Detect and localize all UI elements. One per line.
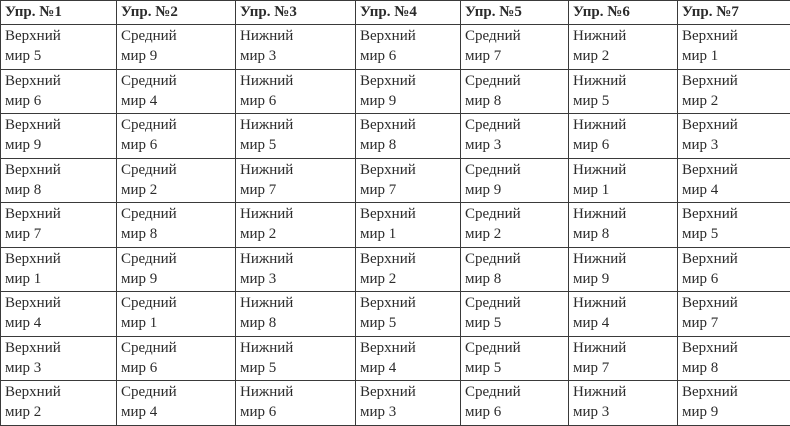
cell-world-level: Средний: [121, 384, 177, 401]
table-cell: [461, 381, 569, 426]
cell-world-level: Средний: [121, 250, 177, 267]
cell-world-level: Нижний: [573, 72, 627, 89]
cell-world-level: Нижний: [240, 28, 294, 44]
cell-world-level: Верхний: [5, 117, 61, 134]
cell-world-number: мир 4: [121, 92, 158, 109]
table-row: [1, 114, 790, 159]
cell-world-number: мир 9: [5, 137, 42, 154]
cell-world-number: мир 6: [5, 92, 42, 109]
cell-world-level: Средний: [121, 117, 177, 134]
cell-world-level: Средний: [465, 28, 521, 44]
cell-world-level: Верхний: [682, 384, 738, 401]
cell-world-number: мир 6: [573, 137, 610, 154]
cell-world-number: мир 4: [573, 315, 610, 332]
table-cell: [356, 158, 461, 203]
cell-world-number: мир 3: [240, 48, 277, 64]
cell-world-number: мир 5: [240, 359, 277, 376]
cell-world-number: мир 8: [5, 181, 42, 198]
cell-world-number: мир 5: [573, 92, 610, 109]
table-cell: [236, 114, 356, 159]
cell-world-level: Верхний: [360, 295, 416, 312]
cell-world-number: мир 3: [5, 359, 42, 376]
cell-world-number: мир 7: [360, 181, 397, 198]
cell-world-level: Средний: [121, 295, 177, 312]
cell-world-number: мир 3: [682, 137, 719, 154]
table-cell: [461, 292, 569, 337]
table-cell: [569, 381, 678, 426]
cell-world-number: мир 4: [121, 404, 158, 421]
table-cell: [356, 69, 461, 114]
column-header: Упр. №1: [1, 1, 117, 25]
table-cell: [569, 114, 678, 159]
table-cell: [569, 203, 678, 248]
cell-world-number: мир 1: [360, 226, 397, 243]
table-cell: [461, 158, 569, 203]
cell-world-level: Средний: [121, 339, 177, 356]
cell-world-number: мир 6: [121, 359, 158, 376]
table-cell: [1, 247, 117, 292]
cell-world-level: Верхний: [360, 384, 416, 401]
column-header: Упр. №7: [678, 1, 790, 25]
table-cell: [461, 69, 569, 114]
cell-world-level: Нижний: [240, 206, 294, 223]
table-cell: [461, 25, 569, 70]
table-cell: [678, 336, 790, 381]
table-cell: [236, 25, 356, 70]
cell-world-number: мир 5: [360, 315, 397, 332]
table-cell: [356, 114, 461, 159]
cell-world-number: мир 7: [465, 48, 502, 64]
table-row: [1, 381, 790, 426]
table-cell: [236, 247, 356, 292]
cell-world-level: Средний: [465, 250, 521, 267]
cell-world-level: Нижний: [240, 339, 294, 356]
cell-world-level: Верхний: [5, 339, 61, 356]
cell-world-number: мир 9: [682, 404, 719, 421]
cell-world-level: Нижний: [240, 161, 294, 178]
table-cell: [117, 381, 236, 426]
cell-world-level: Верхний: [360, 250, 416, 267]
cell-world-level: Средний: [121, 161, 177, 178]
table-cell: [236, 158, 356, 203]
cell-world-level: Верхний: [682, 206, 738, 223]
table-cell: [1, 25, 117, 70]
table-cell: [678, 381, 790, 426]
cell-world-level: Верхний: [682, 250, 738, 267]
cell-world-number: мир 6: [121, 137, 158, 154]
cell-world-level: Верхний: [682, 339, 738, 356]
cell-world-number: мир 8: [121, 226, 158, 243]
cell-world-number: мир 4: [5, 315, 42, 332]
cell-world-level: Верхний: [5, 384, 61, 401]
cell-world-number: мир 2: [5, 404, 42, 421]
table-cell: [356, 381, 461, 426]
table-cell: [569, 158, 678, 203]
table-cell: [1, 292, 117, 337]
cell-world-number: мир 5: [465, 359, 502, 376]
table-row: [1, 292, 790, 337]
cell-world-level: Нижний: [573, 250, 627, 267]
cell-world-number: мир 5: [240, 137, 277, 154]
cell-world-number: мир 3: [360, 404, 397, 421]
column-header: Упр. №2: [117, 1, 236, 25]
table-cell: [678, 247, 790, 292]
table-cell: [356, 25, 461, 70]
table-cell: [117, 25, 236, 70]
table-row: [1, 25, 790, 70]
table-cell: [236, 381, 356, 426]
cell-world-number: мир 1: [121, 315, 158, 332]
cell-world-number: мир 1: [5, 270, 42, 287]
table-cell: [117, 158, 236, 203]
cell-world-level: Верхний: [5, 295, 61, 312]
cell-world-number: мир 2: [360, 270, 397, 287]
cell-world-number: мир 5: [5, 48, 42, 64]
table-cell: [461, 247, 569, 292]
table-cell: [678, 292, 790, 337]
table-cell: [117, 203, 236, 248]
column-header: Упр. №6: [569, 1, 678, 25]
cell-world-number: мир 5: [682, 226, 719, 243]
table-cell: [569, 69, 678, 114]
cell-world-number: мир 8: [682, 359, 719, 376]
table-cell: [678, 203, 790, 248]
column-header: Упр. №3: [236, 1, 356, 25]
table-cell: [569, 25, 678, 70]
cell-world-level: Средний: [121, 206, 177, 223]
cell-world-number: мир 2: [682, 92, 719, 109]
cell-world-number: мир 3: [240, 270, 277, 287]
cell-world-level: Верхний: [360, 161, 416, 178]
cell-world-number: мир 7: [5, 226, 42, 243]
cell-world-number: мир 9: [573, 270, 610, 287]
header-row: [1, 1, 790, 25]
cell-world-number: мир 6: [360, 48, 397, 64]
cell-world-level: Верхний: [682, 295, 738, 312]
cell-world-level: Верхний: [360, 72, 416, 89]
table-cell: [461, 203, 569, 248]
cell-world-number: мир 2: [240, 226, 277, 243]
table-cell: [117, 69, 236, 114]
table-cell: [678, 158, 790, 203]
cell-world-number: мир 4: [360, 359, 397, 376]
cell-world-level: Нижний: [240, 117, 294, 134]
cell-world-number: мир 8: [360, 137, 397, 154]
table-cell: [356, 292, 461, 337]
cell-world-level: Верхний: [360, 206, 416, 223]
cell-world-level: Верхний: [5, 206, 61, 223]
cell-world-level: Нижний: [573, 339, 627, 356]
table-cell: [569, 336, 678, 381]
table-cell: [117, 114, 236, 159]
cell-world-level: Верхний: [5, 250, 61, 267]
table-row: [1, 203, 790, 248]
cell-world-level: Средний: [121, 72, 177, 89]
cell-world-level: Верхний: [682, 117, 738, 134]
table-row: [1, 336, 790, 381]
table-row: [1, 69, 790, 114]
column-header: Упр. №4: [356, 1, 461, 25]
cell-world-level: Нижний: [573, 28, 627, 44]
cell-world-number: мир 8: [573, 226, 610, 243]
table-cell: [236, 203, 356, 248]
cell-world-level: Верхний: [682, 72, 738, 89]
cell-world-number: мир 6: [240, 92, 277, 109]
cell-world-number: мир 5: [465, 315, 502, 332]
table-cell: [569, 247, 678, 292]
table-cell: [1, 203, 117, 248]
cell-world-number: мир 6: [240, 404, 277, 421]
cell-world-level: Средний: [465, 161, 521, 178]
table-cell: [1, 381, 117, 426]
cell-world-number: мир 7: [682, 315, 719, 332]
cell-world-level: Верхний: [360, 28, 416, 44]
table-cell: [678, 69, 790, 114]
cell-world-level: Верхний: [682, 161, 738, 178]
cell-world-number: мир 3: [465, 137, 502, 154]
cell-world-number: мир 9: [121, 48, 158, 64]
cell-world-level: Средний: [121, 28, 177, 44]
table-cell: [569, 292, 678, 337]
table-cell: [1, 69, 117, 114]
table-cell: [1, 114, 117, 159]
cell-world-level: Средний: [465, 72, 521, 89]
table-cell: [236, 336, 356, 381]
table-cell: [117, 336, 236, 381]
cell-world-number: мир 7: [573, 359, 610, 376]
cell-world-number: мир 9: [465, 181, 502, 198]
cell-world-level: Верхний: [360, 339, 416, 356]
cell-world-level: Нижний: [573, 206, 627, 223]
column-header: Упр. №5: [461, 1, 569, 25]
table-cell: [678, 114, 790, 159]
cell-world-level: Верхний: [360, 117, 416, 134]
table-cell: [117, 292, 236, 337]
cell-world-level: Верхний: [5, 28, 61, 44]
cell-world-level: Верхний: [5, 161, 61, 178]
cell-world-number: мир 2: [465, 226, 502, 243]
cell-world-number: мир 8: [465, 92, 502, 109]
table-cell: [356, 247, 461, 292]
cell-world-number: мир 1: [682, 48, 719, 64]
table-cell: [356, 203, 461, 248]
cell-world-level: Средний: [465, 117, 521, 134]
cell-world-number: мир 7: [240, 181, 277, 198]
cell-world-level: Средний: [465, 206, 521, 223]
cell-world-number: мир 8: [240, 315, 277, 332]
cell-world-level: Средний: [465, 339, 521, 356]
cell-world-number: мир 9: [121, 270, 158, 287]
table-row: [1, 247, 790, 292]
cell-world-level: Средний: [465, 295, 521, 312]
cell-world-number: мир 8: [465, 270, 502, 287]
cell-world-number: мир 2: [121, 181, 158, 198]
table-cell: [1, 158, 117, 203]
table-cell: [461, 114, 569, 159]
table-cell: [236, 292, 356, 337]
cell-world-level: Нижний: [573, 295, 627, 312]
table-cell: [117, 247, 236, 292]
cell-world-level: Нижний: [573, 117, 627, 134]
cell-world-number: мир 4: [682, 181, 719, 198]
cell-world-level: Нижний: [240, 295, 294, 312]
table-cell: [236, 69, 356, 114]
cell-world-level: Верхний: [682, 28, 738, 44]
table-row: [1, 158, 790, 203]
table-cell: [356, 336, 461, 381]
cell-world-number: мир 2: [573, 48, 610, 64]
cell-world-level: Нижний: [240, 384, 294, 401]
cell-world-number: мир 1: [573, 181, 610, 198]
cell-world-number: мир 3: [573, 404, 610, 421]
cell-world-level: Нижний: [573, 384, 627, 401]
cell-world-level: Нижний: [573, 161, 627, 178]
cell-world-level: Верхний: [5, 72, 61, 89]
cell-world-number: мир 6: [465, 404, 502, 421]
table-cell: [678, 25, 790, 70]
cell-world-level: Нижний: [240, 250, 294, 267]
cell-world-level: Нижний: [240, 72, 294, 89]
cell-world-number: мир 6: [682, 270, 719, 287]
cell-world-number: мир 9: [360, 92, 397, 109]
table-cell: [461, 336, 569, 381]
cell-world-level: Средний: [465, 384, 521, 401]
table-cell: [1, 336, 117, 381]
